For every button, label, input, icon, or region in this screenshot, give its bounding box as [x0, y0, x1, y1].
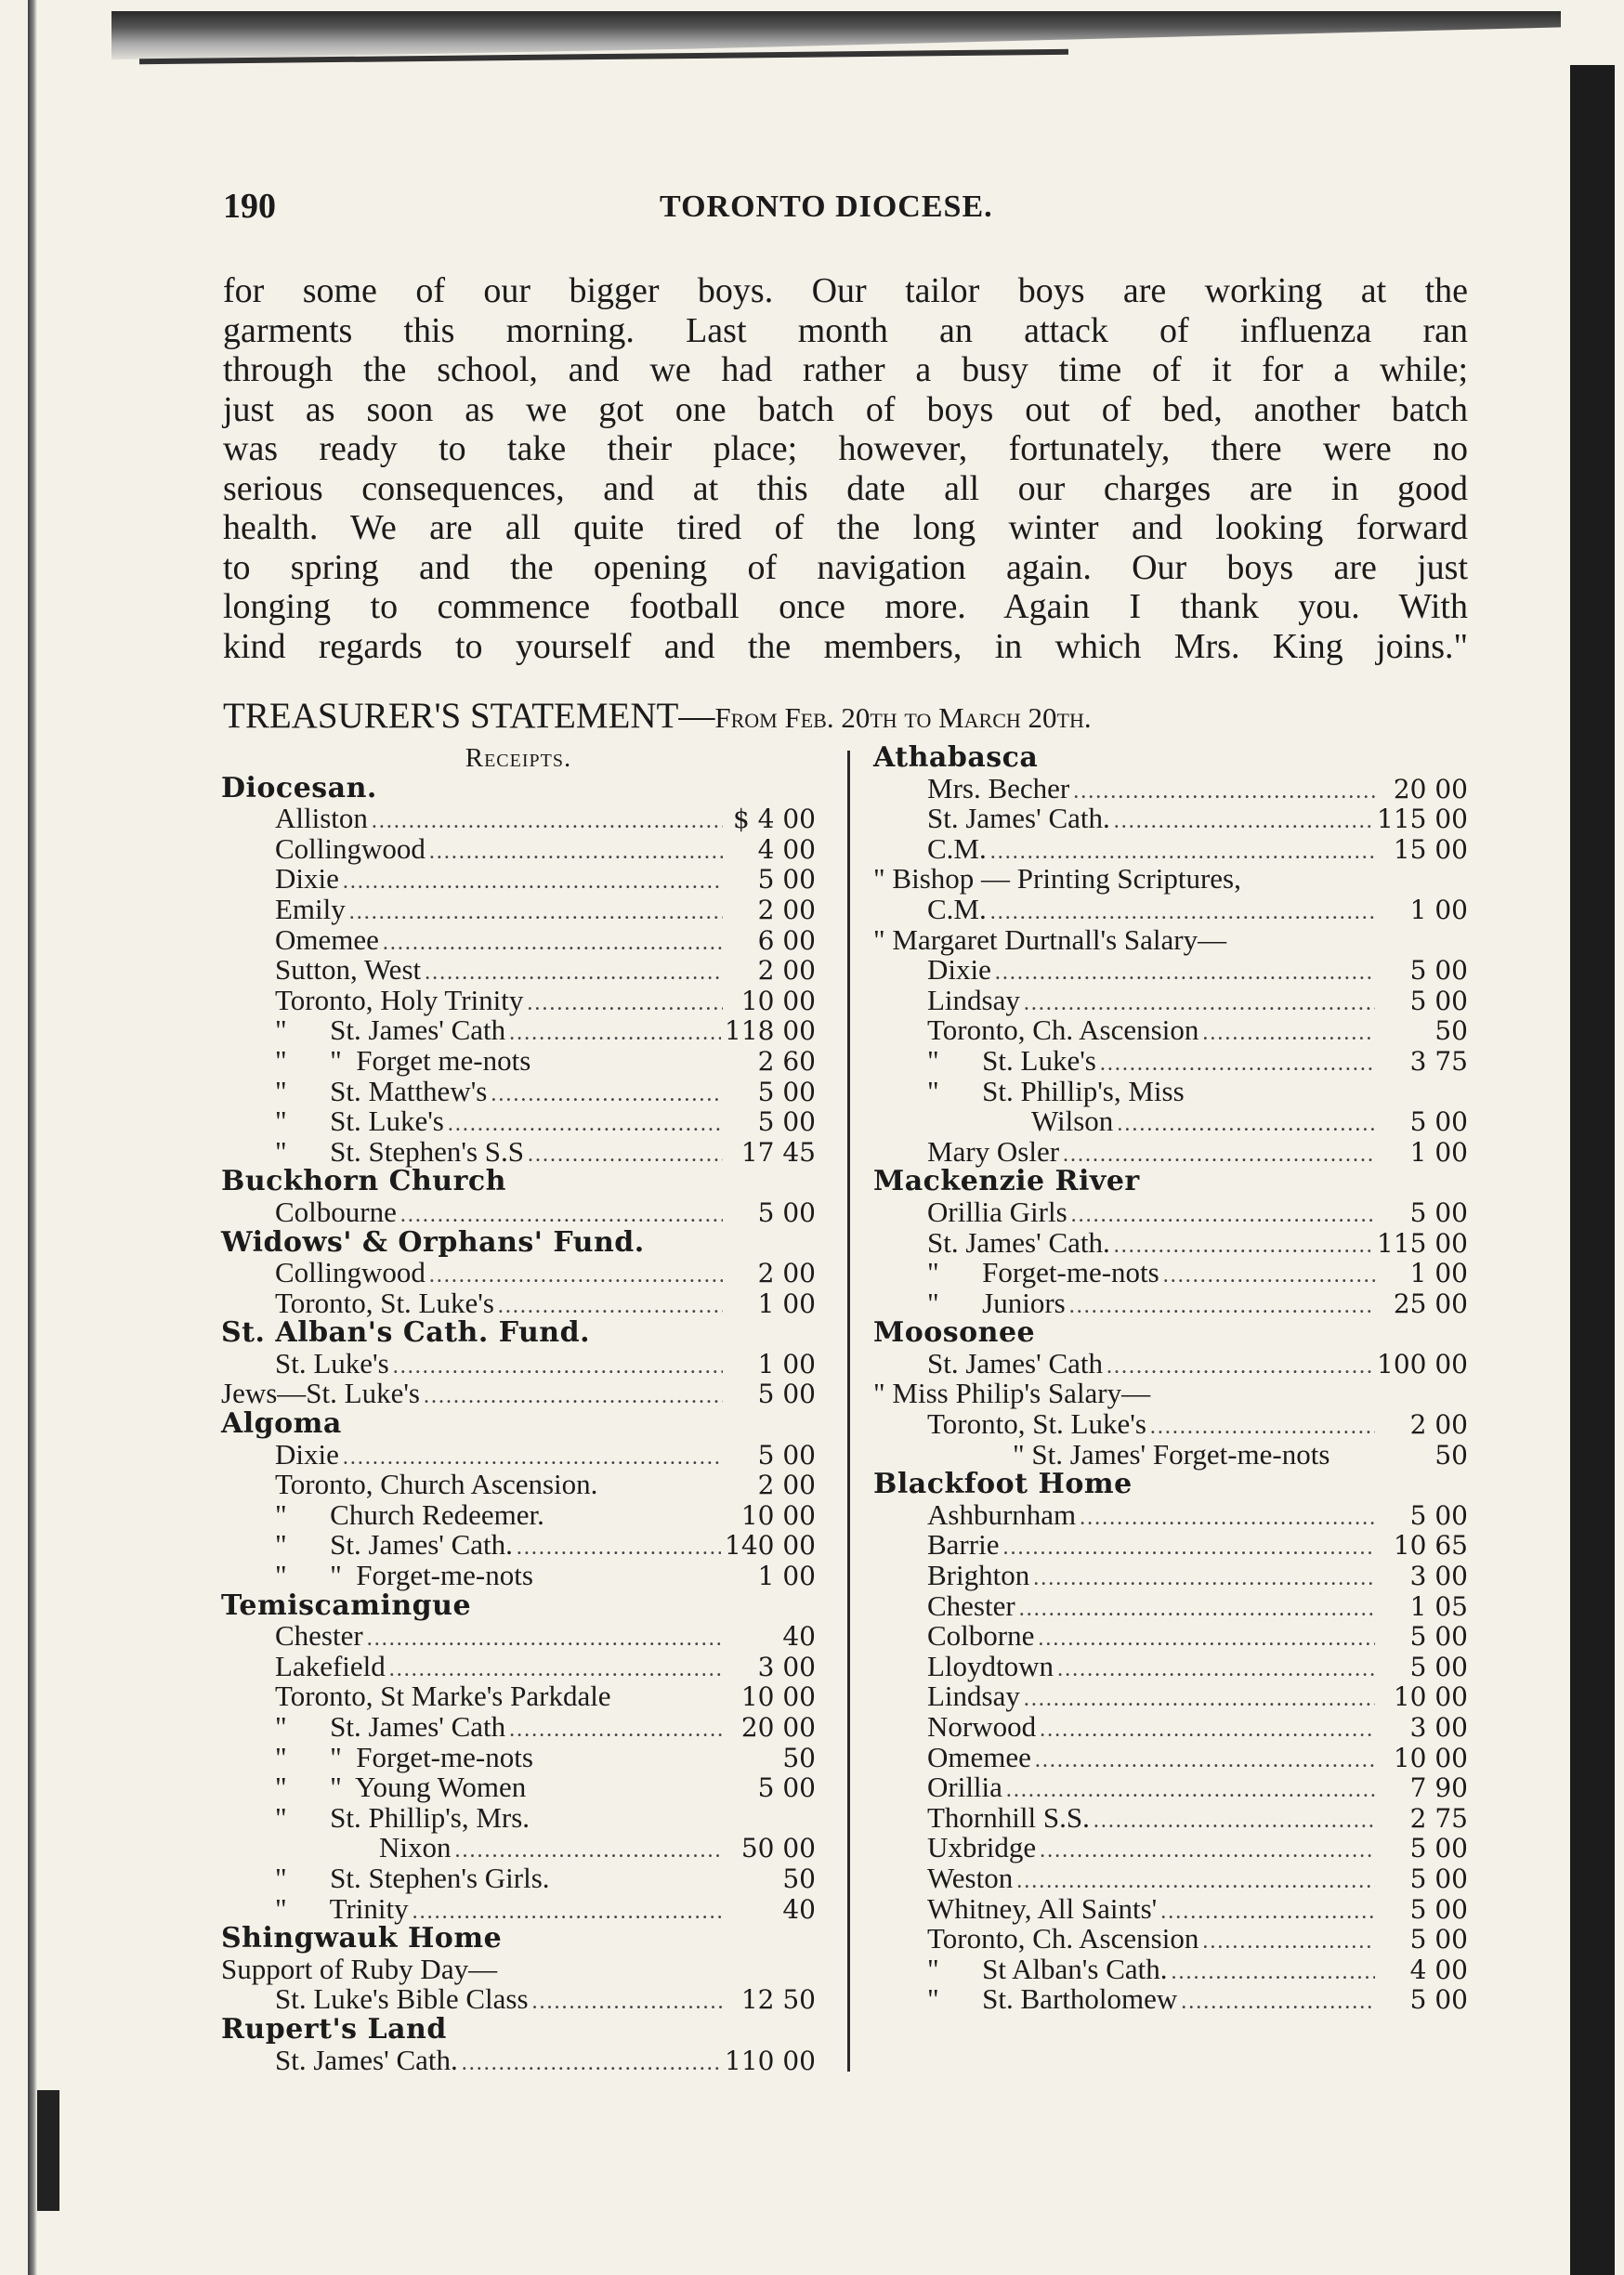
leader-dots: [1114, 806, 1373, 837]
entry-amount: 4 00: [1409, 1954, 1468, 1985]
section-heading: St. Alban's Cath. Fund.: [221, 1316, 591, 1350]
ledger-entry: [221, 1015, 816, 1046]
ledger-entry: [873, 1891, 1468, 1925]
ledger-entry: [221, 1470, 816, 1500]
leader-dots: [1069, 1291, 1375, 1322]
statement-title: [223, 695, 1468, 737]
ledger-entry: [221, 1772, 816, 1803]
entry-label: Jews—St. Luke's: [221, 1377, 420, 1410]
ledger-entry: [873, 864, 1468, 895]
entry-amount: 1 00: [1409, 1136, 1468, 1168]
ledger-entry: [221, 864, 816, 895]
entry-label: Chester: [275, 1619, 363, 1653]
entry-amount: 5 00: [757, 1076, 816, 1107]
ledger-entry: [873, 1409, 1468, 1440]
ledger-entry: [221, 955, 816, 986]
entry-amount: 10 00: [1393, 1742, 1468, 1773]
section-heading: Mackenzie River: [873, 1165, 1140, 1198]
entry-amount: 1 00: [757, 1561, 816, 1592]
entry-amount: 25 00: [1393, 1288, 1468, 1319]
entry-label: " St. Phillip's, Miss: [927, 1074, 1185, 1107]
ledger-entry: [221, 1197, 816, 1228]
section-heading: Temiscamingue: [221, 1589, 472, 1622]
entry-label: Support of Ruby Day—: [221, 1952, 498, 1985]
ledger-entry: [873, 1740, 1468, 1773]
ledger-entry: [221, 831, 816, 865]
ledger-entry: [221, 1740, 816, 1773]
entry-label: Alliston: [275, 802, 368, 835]
ledger-entry: [873, 1106, 1468, 1137]
ledger-entry: [221, 1043, 816, 1077]
entry-label: St. James' Cath.: [275, 2043, 458, 2076]
ledger-entry: [873, 1712, 1468, 1743]
ledger-entry: [221, 1379, 816, 1409]
entry-amount: 5 00: [757, 1439, 816, 1471]
entry-amount: 5 00: [1409, 1984, 1468, 2016]
entry-amount: 5 00: [1409, 1924, 1468, 1955]
ledger-entry: [221, 1258, 816, 1288]
running-head: TORONTO DIOCESE.: [660, 190, 993, 224]
ledger-entry: [873, 1015, 1468, 1046]
entry-label: St. James' Cath: [927, 1346, 1103, 1379]
entry-label: " " Forget me-nots: [275, 1043, 531, 1077]
entry-label: " St. Matthew's: [275, 1074, 488, 1107]
entry-label: Orillia Girls: [927, 1195, 1067, 1228]
entry-amount: 1 00: [757, 1288, 816, 1319]
statement-title-main: TREASURER'S STATEMENT—: [223, 696, 715, 736]
letter-line: health. We are all quite tired of the long winter and looking forward: [223, 508, 1468, 547]
leader-dots: [343, 867, 723, 897]
letter-text: [223, 271, 1468, 666]
entry-amount: 40: [782, 1893, 816, 1925]
entry-amount: 5 00: [1409, 1499, 1468, 1531]
leader-dots: [1019, 1594, 1375, 1625]
ledger-entry: [221, 1712, 816, 1743]
entry-amount: 100 00: [1377, 1348, 1468, 1379]
entry-amount: 2 00: [1409, 1409, 1468, 1441]
section-heading: Blackfoot Home: [873, 1468, 1133, 1501]
ledger-entry: [221, 983, 816, 1016]
entry-label: C.M.: [927, 892, 987, 925]
leader-dots: [462, 2048, 721, 2079]
entry-label: Dixie: [927, 953, 991, 987]
entry-label: Lloydtown: [927, 1649, 1054, 1682]
entry-label: Whitney, All Saints': [927, 1891, 1158, 1925]
entry-label: Collingwood: [275, 831, 426, 865]
ledger-entry: [873, 1649, 1468, 1682]
entry-label: St. Luke's Bible Class: [275, 1982, 529, 2016]
entry-label: Collingwood: [275, 1256, 426, 1289]
receipts-heading: Receipts.: [465, 743, 572, 773]
ledger-entry: [221, 1561, 816, 1591]
ledger-entry: [873, 1924, 1468, 1955]
entry-amount: 50: [782, 1742, 816, 1773]
entry-amount: 2 60: [757, 1045, 816, 1077]
entry-label: " Juniors: [927, 1286, 1066, 1319]
entry-label: Lindsay: [927, 983, 1020, 1016]
entry-label: " Miss Philip's Salary—: [873, 1377, 1151, 1410]
entry-amount: 5 00: [1409, 1893, 1468, 1925]
ledger-entry: [221, 1134, 816, 1168]
ledger-entry: [873, 1497, 1468, 1531]
leader-dots: [1163, 1261, 1375, 1291]
ledger-entry: [873, 1258, 1468, 1288]
ledger-entry: [873, 804, 1468, 834]
entry-amount: 5 00: [757, 1379, 816, 1410]
section-heading: Diocesan.: [221, 771, 377, 804]
section-heading: Moosonee: [873, 1316, 1036, 1350]
letter-line: just as soon as we got one batch of boys out of bed, another batch: [223, 389, 1468, 429]
entry-amount: 5 00: [1409, 1863, 1468, 1894]
ledger-entry: [873, 1561, 1468, 1591]
ledger-entry: [873, 1863, 1468, 1894]
ledger-entry: [873, 831, 1468, 865]
entry-label: " Margaret Durtnall's Salary—: [873, 922, 1227, 956]
entry-amount: 20 00: [740, 1712, 816, 1743]
leader-dots: [1094, 1806, 1375, 1837]
entry-amount: 3 00: [1409, 1712, 1468, 1743]
entry-amount: 12 50: [740, 1984, 816, 2016]
entry-label: " St. Stephen's S.S: [275, 1134, 525, 1168]
entry-amount: 5 00: [1409, 1196, 1468, 1228]
leader-dots: [995, 958, 1375, 988]
entry-amount: 5 00: [1409, 985, 1468, 1016]
ledger-entry: [221, 1649, 816, 1682]
leader-dots: [1024, 1684, 1375, 1715]
entry-label: Toronto, Ch. Ascension: [927, 1013, 1199, 1047]
entry-label: Mary Osler: [927, 1134, 1060, 1168]
entry-amount: 40: [782, 1621, 816, 1653]
ledger-entry: [873, 1772, 1468, 1803]
ledger-entry: [873, 892, 1468, 925]
leader-dots: [1033, 1563, 1375, 1594]
ledger-entry: [873, 1437, 1468, 1471]
entry-amount: 17 45: [740, 1136, 816, 1168]
leader-dots: [1057, 1654, 1375, 1685]
ledger-entry: [873, 1984, 1468, 2015]
entry-label: Orillia: [927, 1771, 1002, 1804]
entry-amount: 1 00: [1409, 1258, 1468, 1289]
entry-label: Omemee: [275, 922, 379, 956]
entry-amount: 2 00: [757, 1258, 816, 1289]
ledger-entry: [221, 1863, 816, 1894]
entry-label: Dixie: [275, 862, 339, 896]
entry-label: " St. Phillip's, Mrs.: [275, 1800, 530, 1834]
letter-line: garments this morning. Last month an attack of influenza ran: [223, 310, 1468, 350]
entry-label: Toronto, St. Luke's: [275, 1286, 494, 1319]
leader-dots: [1071, 1200, 1375, 1231]
leader-dots: [1035, 1745, 1375, 1776]
leader-dots: [367, 1624, 723, 1654]
entry-amount: 1 05: [1409, 1590, 1468, 1622]
ledger-entry: [221, 1952, 816, 1985]
letter-line: for some of our bigger boys. Our tailor boys are working at the: [223, 271, 1468, 310]
ledger-entry: [221, 1530, 816, 1561]
entry-amount: 10 65: [1393, 1530, 1468, 1562]
ledger-entry: [873, 1800, 1468, 1834]
ledger-entry: [873, 1530, 1468, 1561]
ledger-entry: [873, 1833, 1468, 1863]
entry-label: Toronto, Holy Trinity: [275, 983, 524, 1016]
entry-label: " St. Stephen's Girls.: [275, 1861, 550, 1894]
leader-dots: [491, 1079, 723, 1110]
leader-dots: [509, 1018, 721, 1049]
entry-label: " " Forget-me-nots: [275, 1740, 533, 1773]
entry-label: " St. Bartholomew: [927, 1982, 1178, 2016]
entry-amount: 15 00: [1393, 833, 1468, 865]
leader-dots: [517, 1533, 721, 1563]
entry-label: " " Young Women: [275, 1771, 527, 1804]
leader-dots: [349, 897, 723, 928]
entry-amount: 110 00: [725, 2045, 816, 2076]
section-heading: Buckhorn Church: [221, 1165, 506, 1198]
entry-amount: 5 00: [757, 1196, 816, 1228]
section-heading: Shingwauk Home: [221, 1922, 503, 1955]
entry-label: " St. James' Cath.: [275, 1528, 513, 1562]
receipts-left-column: [221, 743, 816, 2075]
leader-dots: [1040, 1836, 1375, 1866]
entry-amount: 1 00: [757, 1348, 816, 1379]
entry-amount: 10 00: [740, 1681, 816, 1713]
ledger-entry: [873, 1952, 1468, 1985]
entry-amount: 5 00: [757, 864, 816, 896]
ledger-entry: [221, 1497, 816, 1531]
entry-label: " St. Luke's: [927, 1043, 1096, 1077]
entry-amount: 5 00: [1409, 1106, 1468, 1138]
entry-amount: 5 00: [757, 1772, 816, 1804]
ledger-entry: [221, 1984, 816, 2015]
leader-dots: [1117, 1109, 1375, 1140]
entry-label: Ashburnham: [927, 1497, 1077, 1531]
entry-label: St. James' Cath.: [927, 1225, 1110, 1259]
entry-label: Toronto, St. Luke's: [927, 1407, 1146, 1441]
scan-right-edge: [1570, 65, 1615, 2275]
entry-amount: 20 00: [1393, 773, 1468, 804]
entry-label: Toronto, Ch. Ascension: [927, 1922, 1199, 1955]
leader-dots: [383, 928, 723, 959]
entry-label: " Church Redeemer.: [275, 1497, 544, 1531]
receipts-right-column: [873, 743, 1468, 2015]
ledger-entry: [221, 1681, 816, 1712]
leader-dots: [1038, 1624, 1375, 1654]
entry-amount: 10 00: [740, 1499, 816, 1531]
entry-amount: 115 00: [1377, 804, 1468, 835]
entry-label: Sutton, West: [275, 953, 422, 987]
entry-label: " St. James' Cath: [275, 1710, 506, 1743]
entry-label: Uxbridge: [927, 1831, 1037, 1864]
leader-dots: [532, 1987, 723, 2018]
leader-dots: [1040, 1715, 1375, 1745]
entry-label: " Forget-me-nots: [927, 1256, 1159, 1289]
ledger-entry: [873, 1288, 1468, 1319]
leader-dots: [1002, 1533, 1375, 1563]
entry-amount: 10 00: [740, 985, 816, 1016]
entry-label: Mrs. Becher: [927, 771, 1070, 804]
entry-amount: 2 75: [1409, 1802, 1468, 1834]
leader-dots: [1202, 1927, 1375, 1957]
entry-label: St. Luke's: [275, 1346, 389, 1379]
ledger-entry: [221, 922, 816, 956]
entry-amount: 3 00: [757, 1651, 816, 1682]
entry-amount: 4 00: [757, 833, 816, 865]
ledger-entry: [873, 1346, 1468, 1379]
ledger-entry: [873, 922, 1468, 956]
ledger-entry: [221, 1074, 816, 1107]
entry-label: Dixie: [275, 1437, 339, 1471]
entry-amount: $ 4 00: [732, 804, 816, 835]
ledger-entry: [873, 1043, 1468, 1077]
entry-amount: 10 00: [1393, 1681, 1468, 1713]
ledger-entry: [873, 1074, 1468, 1107]
entry-amount: 118 00: [725, 1015, 816, 1047]
entry-label: Barrie: [927, 1528, 1000, 1562]
leader-dots: [1080, 1503, 1375, 1534]
entry-amount: 7 90: [1409, 1772, 1468, 1804]
ledger-entry: [221, 1288, 816, 1319]
entry-label: " Bishop — Printing Scriptures,: [873, 862, 1241, 896]
ledger-entry: [221, 1346, 816, 1379]
leader-dots: [527, 988, 723, 1019]
ledger-entry: [873, 955, 1468, 986]
scan-left-edge: [28, 0, 37, 2275]
entry-amount: 3 00: [1409, 1561, 1468, 1592]
ledger-entry: [221, 1891, 816, 1925]
entry-amount: 6 00: [757, 924, 816, 956]
ledger-entry: [221, 1800, 816, 1834]
entry-amount: 140 00: [725, 1530, 816, 1562]
leader-dots: [509, 1715, 723, 1745]
page-number: 190: [223, 187, 276, 226]
entry-label: Wilson: [1031, 1105, 1114, 1138]
entry-amount: 2 00: [757, 1470, 816, 1501]
entry-amount: 50: [782, 1863, 816, 1894]
letter-line: to spring and the opening of navigation again. Our boys are just: [223, 547, 1468, 587]
ledger-entry: [221, 804, 816, 834]
entry-label: " St Alban's Cath.: [927, 1952, 1168, 1985]
entry-amount: 115 00: [1377, 1227, 1468, 1259]
entry-amount: 3 75: [1409, 1045, 1468, 1077]
entry-amount: 5 00: [1409, 1651, 1468, 1682]
ledger-entry: [221, 1833, 816, 1863]
entry-label: " St. James' Forget-me-nots: [1013, 1437, 1330, 1471]
entry-label: Toronto, Church Ascension.: [275, 1468, 598, 1501]
entry-label: Omemee: [927, 1740, 1031, 1773]
entry-label: Weston: [927, 1861, 1014, 1894]
entry-label: Nixon: [379, 1831, 452, 1864]
entry-label: " St. James' Cath: [275, 1013, 506, 1047]
entry-label: Brighton: [927, 1559, 1030, 1592]
entry-amount: 5 00: [757, 1106, 816, 1138]
ledger-entry: [221, 1621, 816, 1652]
entry-label: St. James' Cath.: [927, 802, 1110, 835]
entry-label: Colbourne: [275, 1195, 397, 1228]
entry-amount: 2 00: [757, 955, 816, 987]
letter-line: serious consequences, and at this date all our charges are in good: [223, 468, 1468, 508]
entry-amount: 5 00: [1409, 1833, 1468, 1864]
ledger-entry: [873, 1591, 1468, 1622]
entry-label: " St. Luke's: [275, 1105, 444, 1138]
entry-amount: 50 00: [740, 1833, 816, 1864]
leader-dots: [528, 1140, 723, 1170]
leader-dots: [1181, 1987, 1375, 2018]
leader-dots: [393, 1352, 723, 1382]
entry-label: Colborne: [927, 1619, 1035, 1653]
leader-dots: [1172, 1957, 1375, 1988]
entry-amount: 1 00: [1409, 894, 1468, 925]
entry-amount: 5 00: [1409, 955, 1468, 987]
entry-label: Chester: [927, 1589, 1015, 1622]
entry-label: " Trinity: [275, 1891, 409, 1925]
ledger-entry: [221, 892, 816, 925]
ledger-entry: [873, 1379, 1468, 1409]
section-heading: Rupert's Land: [221, 2012, 447, 2046]
column-divider: [847, 751, 850, 2072]
letter-line: through the school, and we had rather a busy time of it for a while;: [223, 350, 1468, 389]
section-heading: Athabasca: [873, 741, 1039, 774]
ledger-entry: [873, 983, 1468, 1016]
entry-label: Emily: [275, 892, 346, 925]
entry-amount: 50: [1434, 1015, 1468, 1047]
ledger-entry: [873, 1621, 1468, 1652]
scan-left-binding: [37, 2090, 59, 2211]
statement-title-range: From Feb. 20th to March 20th.: [714, 701, 1092, 734]
entry-label: Thornhill S.S.: [927, 1800, 1090, 1834]
letter-line: was ready to take their place; however, fortunately, there were no: [223, 429, 1468, 468]
letter-line: kind regards to yourself and the members, in which Mrs. King joins.": [223, 626, 1468, 666]
leader-dots: [429, 837, 723, 868]
entry-label: C.M.: [927, 831, 987, 865]
letter-line: longing to commence football once more. Again I thank you. With: [223, 587, 1468, 626]
entry-amount: 50: [1434, 1439, 1468, 1471]
entry-label: Lakefield: [275, 1649, 386, 1682]
entry-label: " " Forget-me-nots: [275, 1559, 533, 1592]
entry-label: Lindsay: [927, 1680, 1020, 1713]
entry-label: Toronto, St Marke's Parkdale: [275, 1680, 611, 1713]
leader-dots: [1202, 1018, 1375, 1049]
ledger-entry: [221, 1437, 816, 1471]
entry-amount: 2 00: [757, 894, 816, 925]
ledger-entry: [873, 1681, 1468, 1712]
ledger-entry: [221, 1106, 816, 1137]
entry-amount: 5 00: [1409, 1621, 1468, 1653]
ledger-entry: [873, 771, 1468, 804]
section-heading: Widows' & Orphans' Fund.: [221, 1225, 645, 1259]
page-header: [223, 186, 1468, 238]
ledger-entry: [873, 1225, 1468, 1259]
section-heading: Algoma: [221, 1407, 342, 1441]
entry-label: Norwood: [927, 1710, 1037, 1743]
leader-dots: [1073, 777, 1375, 807]
ledger-entry: [221, 2043, 816, 2076]
ledger-entry: [873, 1134, 1468, 1168]
ledger-entry: [873, 1197, 1468, 1228]
leader-dots: [424, 1381, 723, 1412]
